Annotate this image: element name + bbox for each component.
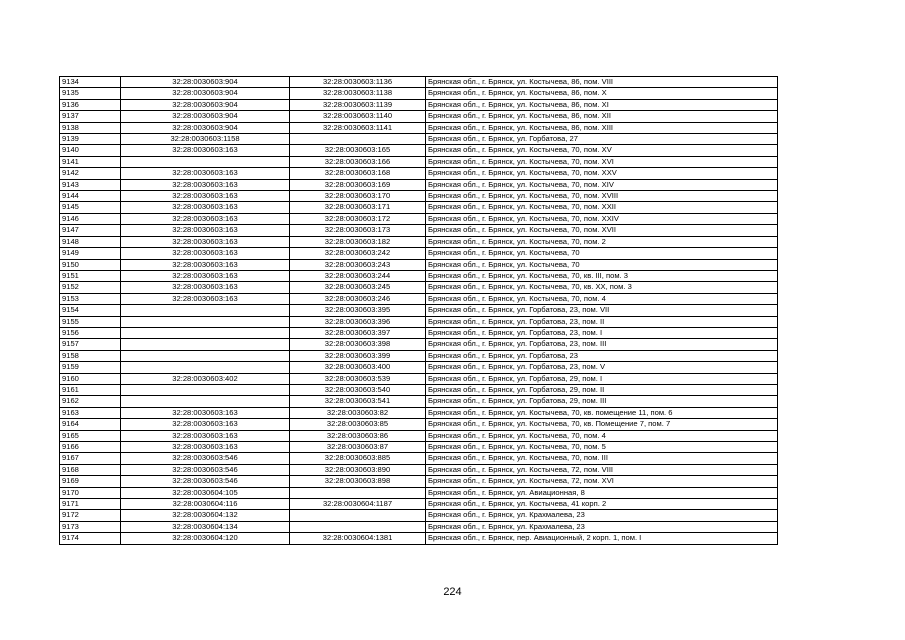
- row-number-cell: 9153: [60, 293, 121, 304]
- row-number-cell: 9170: [60, 487, 121, 498]
- table-row: [60, 270, 778, 281]
- row-number-cell: 9155: [60, 316, 121, 327]
- quarter-number-cell: 32:28:0030604:120: [121, 533, 290, 544]
- cadastral-number-cell: 32:28:0030603:86: [290, 430, 426, 441]
- table-row: [60, 362, 778, 373]
- quarter-number-cell: 32:28:0030603:163: [121, 145, 290, 156]
- address-cell: Брянская обл., г. Брянск, ул. Костычева, 70, пом. XXV: [426, 168, 778, 179]
- address-cell: Брянская обл., г. Брянск, ул. Костычева, 70, пом. 2: [426, 236, 778, 247]
- quarter-number-cell: 32:28:0030604:116: [121, 499, 290, 510]
- address-cell: Брянская обл., г. Брянск, ул. Костычева, 70, пом. III: [426, 453, 778, 464]
- table-row: [60, 168, 778, 179]
- address-cell: Брянская обл., г. Брянск, ул. Костычева, 86, пом. XIII: [426, 122, 778, 133]
- row-number-cell: 9171: [60, 499, 121, 510]
- row-number-cell: 9151: [60, 270, 121, 281]
- row-number-cell: 9148: [60, 236, 121, 247]
- address-cell: Брянская обл., г. Брянск, ул. Костычева, 70, пом. XIV: [426, 179, 778, 190]
- quarter-number-cell: 32:28:0030603:163: [121, 442, 290, 453]
- quarter-number-cell: 32:28:0030603:163: [121, 225, 290, 236]
- cadastral-number-cell: 32:28:0030604:1187: [290, 499, 426, 510]
- cadastral-number-cell: 32:28:0030603:87: [290, 442, 426, 453]
- row-number-cell: 9166: [60, 442, 121, 453]
- table-row: [60, 305, 778, 316]
- quarter-number-cell: 32:28:0030603:546: [121, 464, 290, 475]
- quarter-number-cell: [121, 339, 290, 350]
- row-number-cell: 9138: [60, 122, 121, 133]
- row-number-cell: 9142: [60, 168, 121, 179]
- page-number: 224: [443, 586, 462, 598]
- cadastral-number-cell: 32:28:0030603:396: [290, 316, 426, 327]
- table-row: [60, 521, 778, 532]
- address-cell: Брянская обл., г. Брянск, ул. Костычева, 41 корп. 2: [426, 499, 778, 510]
- table-row: [60, 327, 778, 338]
- quarter-number-cell: 32:28:0030603:402: [121, 373, 290, 384]
- address-cell: Брянская обл., г. Брянск, ул. Костычева, 70, пом. 5: [426, 442, 778, 453]
- cadastral-number-cell: 32:28:0030603:170: [290, 191, 426, 202]
- cadastral-number-cell: 32:28:0030603:890: [290, 464, 426, 475]
- table-row: [60, 316, 778, 327]
- row-number-cell: 9161: [60, 384, 121, 395]
- cadastral-number-cell: 32:28:0030603:898: [290, 476, 426, 487]
- row-number-cell: 9173: [60, 521, 121, 532]
- row-number-cell: 9164: [60, 419, 121, 430]
- quarter-number-cell: 32:28:0030603:163: [121, 236, 290, 247]
- quarter-number-cell: 32:28:0030603:904: [121, 88, 290, 99]
- quarter-number-cell: 32:28:0030603:163: [121, 202, 290, 213]
- quarter-number-cell: 32:28:0030603:163: [121, 259, 290, 270]
- cadastral-number-cell: 32:28:0030603:166: [290, 156, 426, 167]
- table-row: [60, 339, 778, 350]
- row-number-cell: 9134: [60, 77, 121, 88]
- row-number-cell: 9150: [60, 259, 121, 270]
- cadastral-number-cell: 32:28:0030603:1140: [290, 111, 426, 122]
- table-row: [60, 202, 778, 213]
- address-cell: Брянская обл., г. Брянск, ул. Костычева, 70, кв. помещение 11, пом. 6: [426, 407, 778, 418]
- cadastral-number-cell: 32:28:0030603:242: [290, 248, 426, 259]
- cadastral-number-cell: [290, 521, 426, 532]
- table-row: [60, 384, 778, 395]
- table-row: [60, 99, 778, 110]
- quarter-number-cell: 32:28:0030603:163: [121, 430, 290, 441]
- quarter-number-cell: 32:28:0030603:163: [121, 293, 290, 304]
- address-cell: Брянская обл., г. Брянск, ул. Горбатова, 29, пом. III: [426, 396, 778, 407]
- row-number-cell: 9159: [60, 362, 121, 373]
- address-cell: Брянская обл., г. Брянск, ул. Крахмалева, 23: [426, 521, 778, 532]
- cadastral-number-cell: [290, 487, 426, 498]
- address-cell: Брянская обл., г. Брянск, ул. Костычева, 70, пом. XXII: [426, 202, 778, 213]
- row-number-cell: 9174: [60, 533, 121, 544]
- row-number-cell: 9146: [60, 213, 121, 224]
- cadastral-number-cell: 32:28:0030603:246: [290, 293, 426, 304]
- quarter-number-cell: [121, 350, 290, 361]
- address-cell: Брянская обл., г. Брянск, ул. Костычева, 70: [426, 248, 778, 259]
- row-number-cell: 9165: [60, 430, 121, 441]
- row-number-cell: 9143: [60, 179, 121, 190]
- address-cell: Брянская обл., г. Брянск, ул. Костычева, 70, пом. XXIV: [426, 213, 778, 224]
- table-row: [60, 77, 778, 88]
- cadastral-number-cell: 32:28:0030603:1138: [290, 88, 426, 99]
- table-row: [60, 373, 778, 384]
- address-cell: Брянская обл., г. Брянск, ул. Костычева, 70, пом. 4: [426, 293, 778, 304]
- cadastral-number-cell: [290, 510, 426, 521]
- table-row: [60, 88, 778, 99]
- table-row: [60, 533, 778, 544]
- address-cell: Брянская обл., г. Брянск, ул. Костычева, 70, пом. XVIII: [426, 191, 778, 202]
- address-cell: Брянская обл., г. Брянск, ул. Горбатова, 23, пом. II: [426, 316, 778, 327]
- quarter-number-cell: [121, 362, 290, 373]
- address-cell: Брянская обл., г. Брянск, ул. Крахмалева, 23: [426, 510, 778, 521]
- row-number-cell: 9145: [60, 202, 121, 213]
- address-cell: Брянская обл., г. Брянск, ул. Авиационная, 8: [426, 487, 778, 498]
- quarter-number-cell: 32:28:0030603:163: [121, 282, 290, 293]
- cadastral-number-cell: 32:28:0030603:244: [290, 270, 426, 281]
- row-number-cell: 9167: [60, 453, 121, 464]
- table-row: [60, 248, 778, 259]
- row-number-cell: 9141: [60, 156, 121, 167]
- quarter-number-cell: 32:28:0030603:904: [121, 122, 290, 133]
- table-row: [60, 453, 778, 464]
- address-cell: Брянская обл., г. Брянск, ул. Горбатова, 23, пом. III: [426, 339, 778, 350]
- address-cell: Брянская обл., г. Брянск, ул. Костычева, 86, пом. X: [426, 88, 778, 99]
- address-cell: Брянская обл., г. Брянск, ул. Горбатова, 29, пом. II: [426, 384, 778, 395]
- address-cell: Брянская обл., г. Брянск, ул. Горбатова, 23, пом. V: [426, 362, 778, 373]
- quarter-number-cell: [121, 316, 290, 327]
- quarter-number-cell: 32:28:0030604:132: [121, 510, 290, 521]
- cadastral-number-cell: 32:28:0030603:173: [290, 225, 426, 236]
- cadastral-number-cell: 32:28:0030603:243: [290, 259, 426, 270]
- table-row: [60, 442, 778, 453]
- table-row: [60, 134, 778, 145]
- row-number-cell: 9156: [60, 327, 121, 338]
- address-cell: Брянская обл., г. Брянск, ул. Костычева, 70: [426, 259, 778, 270]
- cadastral-number-cell: 32:28:0030603:182: [290, 236, 426, 247]
- row-number-cell: 9154: [60, 305, 121, 316]
- table-row: [60, 236, 778, 247]
- address-cell: Брянская обл., г. Брянск, ул. Костычева, 72, пом. XVI: [426, 476, 778, 487]
- table-row: [60, 145, 778, 156]
- address-cell: Брянская обл., г. Брянск, ул. Костычева, 70, кв. Помещение 7, пом. 7: [426, 419, 778, 430]
- row-number-cell: 9168: [60, 464, 121, 475]
- quarter-number-cell: 32:28:0030603:904: [121, 111, 290, 122]
- table-row: [60, 191, 778, 202]
- address-cell: Брянская обл., г. Брянск, ул. Костычева, 70, кв. XX, пом. 3: [426, 282, 778, 293]
- quarter-number-cell: 32:28:0030603:163: [121, 419, 290, 430]
- quarter-number-cell: 32:28:0030603:904: [121, 77, 290, 88]
- quarter-number-cell: 32:28:0030603:163: [121, 168, 290, 179]
- address-cell: Брянская обл., г. Брянск, ул. Костычева, 70, пом. XVII: [426, 225, 778, 236]
- address-cell: Брянская обл., г. Брянск, пер. Авиационный, 2 корп. 1, пом. I: [426, 533, 778, 544]
- address-cell: Брянская обл., г. Брянск, ул. Горбатова, 29, пом. I: [426, 373, 778, 384]
- cadastral-number-cell: 32:28:0030603:539: [290, 373, 426, 384]
- row-number-cell: 9137: [60, 111, 121, 122]
- row-number-cell: 9147: [60, 225, 121, 236]
- cadastral-number-cell: 32:28:0030603:540: [290, 384, 426, 395]
- address-cell: Брянская обл., г. Брянск, ул. Костычева, 70, кв. III, пом. 3: [426, 270, 778, 281]
- table-row: [60, 499, 778, 510]
- table-row: [60, 293, 778, 304]
- row-number-cell: 9152: [60, 282, 121, 293]
- row-number-cell: 9136: [60, 99, 121, 110]
- cadastral-number-cell: 32:28:0030604:1381: [290, 533, 426, 544]
- table-row: [60, 156, 778, 167]
- row-number-cell: 9163: [60, 407, 121, 418]
- table-row: [60, 430, 778, 441]
- table-row: [60, 476, 778, 487]
- quarter-number-cell: 32:28:0030603:163: [121, 248, 290, 259]
- cadastral-number-cell: 32:28:0030603:82: [290, 407, 426, 418]
- table-row: [60, 122, 778, 133]
- cadastral-number-cell: 32:28:0030603:1139: [290, 99, 426, 110]
- cadastral-number-cell: [290, 134, 426, 145]
- cadastral-number-cell: 32:28:0030603:168: [290, 168, 426, 179]
- row-number-cell: 9172: [60, 510, 121, 521]
- quarter-number-cell: 32:28:0030603:163: [121, 191, 290, 202]
- row-number-cell: 9135: [60, 88, 121, 99]
- quarter-number-cell: 32:28:0030603:163: [121, 270, 290, 281]
- cadastral-number-cell: 32:28:0030603:245: [290, 282, 426, 293]
- quarter-number-cell: [121, 384, 290, 395]
- quarter-number-cell: 32:28:0030603:904: [121, 99, 290, 110]
- quarter-number-cell: 32:28:0030603:1158: [121, 134, 290, 145]
- table-row: [60, 179, 778, 190]
- cadastral-number-cell: 32:28:0030603:395: [290, 305, 426, 316]
- registry-table-body: [60, 77, 778, 545]
- row-number-cell: 9169: [60, 476, 121, 487]
- table-row: [60, 396, 778, 407]
- table-row: [60, 225, 778, 236]
- quarter-number-cell: [121, 396, 290, 407]
- cadastral-number-cell: 32:28:0030603:885: [290, 453, 426, 464]
- row-number-cell: 9139: [60, 134, 121, 145]
- table-row: [60, 282, 778, 293]
- quarter-number-cell: 32:28:0030603:546: [121, 453, 290, 464]
- quarter-number-cell: 32:28:0030603:163: [121, 213, 290, 224]
- cadastral-number-cell: 32:28:0030603:398: [290, 339, 426, 350]
- cadastral-number-cell: 32:28:0030603:85: [290, 419, 426, 430]
- address-cell: Брянская обл., г. Брянск, ул. Горбатова, 23, пом. VII: [426, 305, 778, 316]
- quarter-number-cell: 32:28:0030603:163: [121, 179, 290, 190]
- address-cell: Брянская обл., г. Брянск, ул. Костычева, 86, пом. XII: [426, 111, 778, 122]
- property-registry-table: [59, 76, 778, 545]
- row-number-cell: 9158: [60, 350, 121, 361]
- address-cell: Брянская обл., г. Брянск, ул. Костычева, 86, пом. XI: [426, 99, 778, 110]
- cadastral-number-cell: 32:28:0030603:169: [290, 179, 426, 190]
- cadastral-number-cell: 32:28:0030603:171: [290, 202, 426, 213]
- cadastral-number-cell: 32:28:0030603:1136: [290, 77, 426, 88]
- quarter-number-cell: [121, 156, 290, 167]
- quarter-number-cell: 32:28:0030604:134: [121, 521, 290, 532]
- quarter-number-cell: [121, 327, 290, 338]
- table-row: [60, 407, 778, 418]
- table-row: [60, 350, 778, 361]
- table-row: [60, 510, 778, 521]
- table-row: [60, 464, 778, 475]
- address-cell: Брянская обл., г. Брянск, ул. Костычева, 86, пом. VIII: [426, 77, 778, 88]
- table-row: [60, 419, 778, 430]
- quarter-number-cell: 32:28:0030604:105: [121, 487, 290, 498]
- quarter-number-cell: 32:28:0030603:163: [121, 407, 290, 418]
- cadastral-number-cell: 32:28:0030603:1141: [290, 122, 426, 133]
- cadastral-number-cell: 32:28:0030603:397: [290, 327, 426, 338]
- address-cell: Брянская обл., г. Брянск, ул. Костычева, 70, пом. XVI: [426, 156, 778, 167]
- cadastral-number-cell: 32:28:0030603:541: [290, 396, 426, 407]
- row-number-cell: 9149: [60, 248, 121, 259]
- row-number-cell: 9140: [60, 145, 121, 156]
- address-cell: Брянская обл., г. Брянск, ул. Горбатова, 23, пом. I: [426, 327, 778, 338]
- table-row: [60, 111, 778, 122]
- quarter-number-cell: [121, 305, 290, 316]
- row-number-cell: 9160: [60, 373, 121, 384]
- cadastral-number-cell: 32:28:0030603:172: [290, 213, 426, 224]
- address-cell: Брянская обл., г. Брянск, ул. Костычева, 70, пом. 4: [426, 430, 778, 441]
- row-number-cell: 9162: [60, 396, 121, 407]
- address-cell: Брянская обл., г. Брянск, ул. Горбатова, 23: [426, 350, 778, 361]
- address-cell: Брянская обл., г. Брянск, ул. Костычева, 70, пом. XV: [426, 145, 778, 156]
- table-row: [60, 487, 778, 498]
- table-row: [60, 259, 778, 270]
- address-cell: Брянская обл., г. Брянск, ул. Горбатова, 27: [426, 134, 778, 145]
- address-cell: Брянская обл., г. Брянск, ул. Костычева, 72, пом. VIII: [426, 464, 778, 475]
- cadastral-number-cell: 32:28:0030603:165: [290, 145, 426, 156]
- table-row: [60, 213, 778, 224]
- cadastral-number-cell: 32:28:0030603:400: [290, 362, 426, 373]
- row-number-cell: 9157: [60, 339, 121, 350]
- cadastral-number-cell: 32:28:0030603:399: [290, 350, 426, 361]
- quarter-number-cell: 32:28:0030603:546: [121, 476, 290, 487]
- row-number-cell: 9144: [60, 191, 121, 202]
